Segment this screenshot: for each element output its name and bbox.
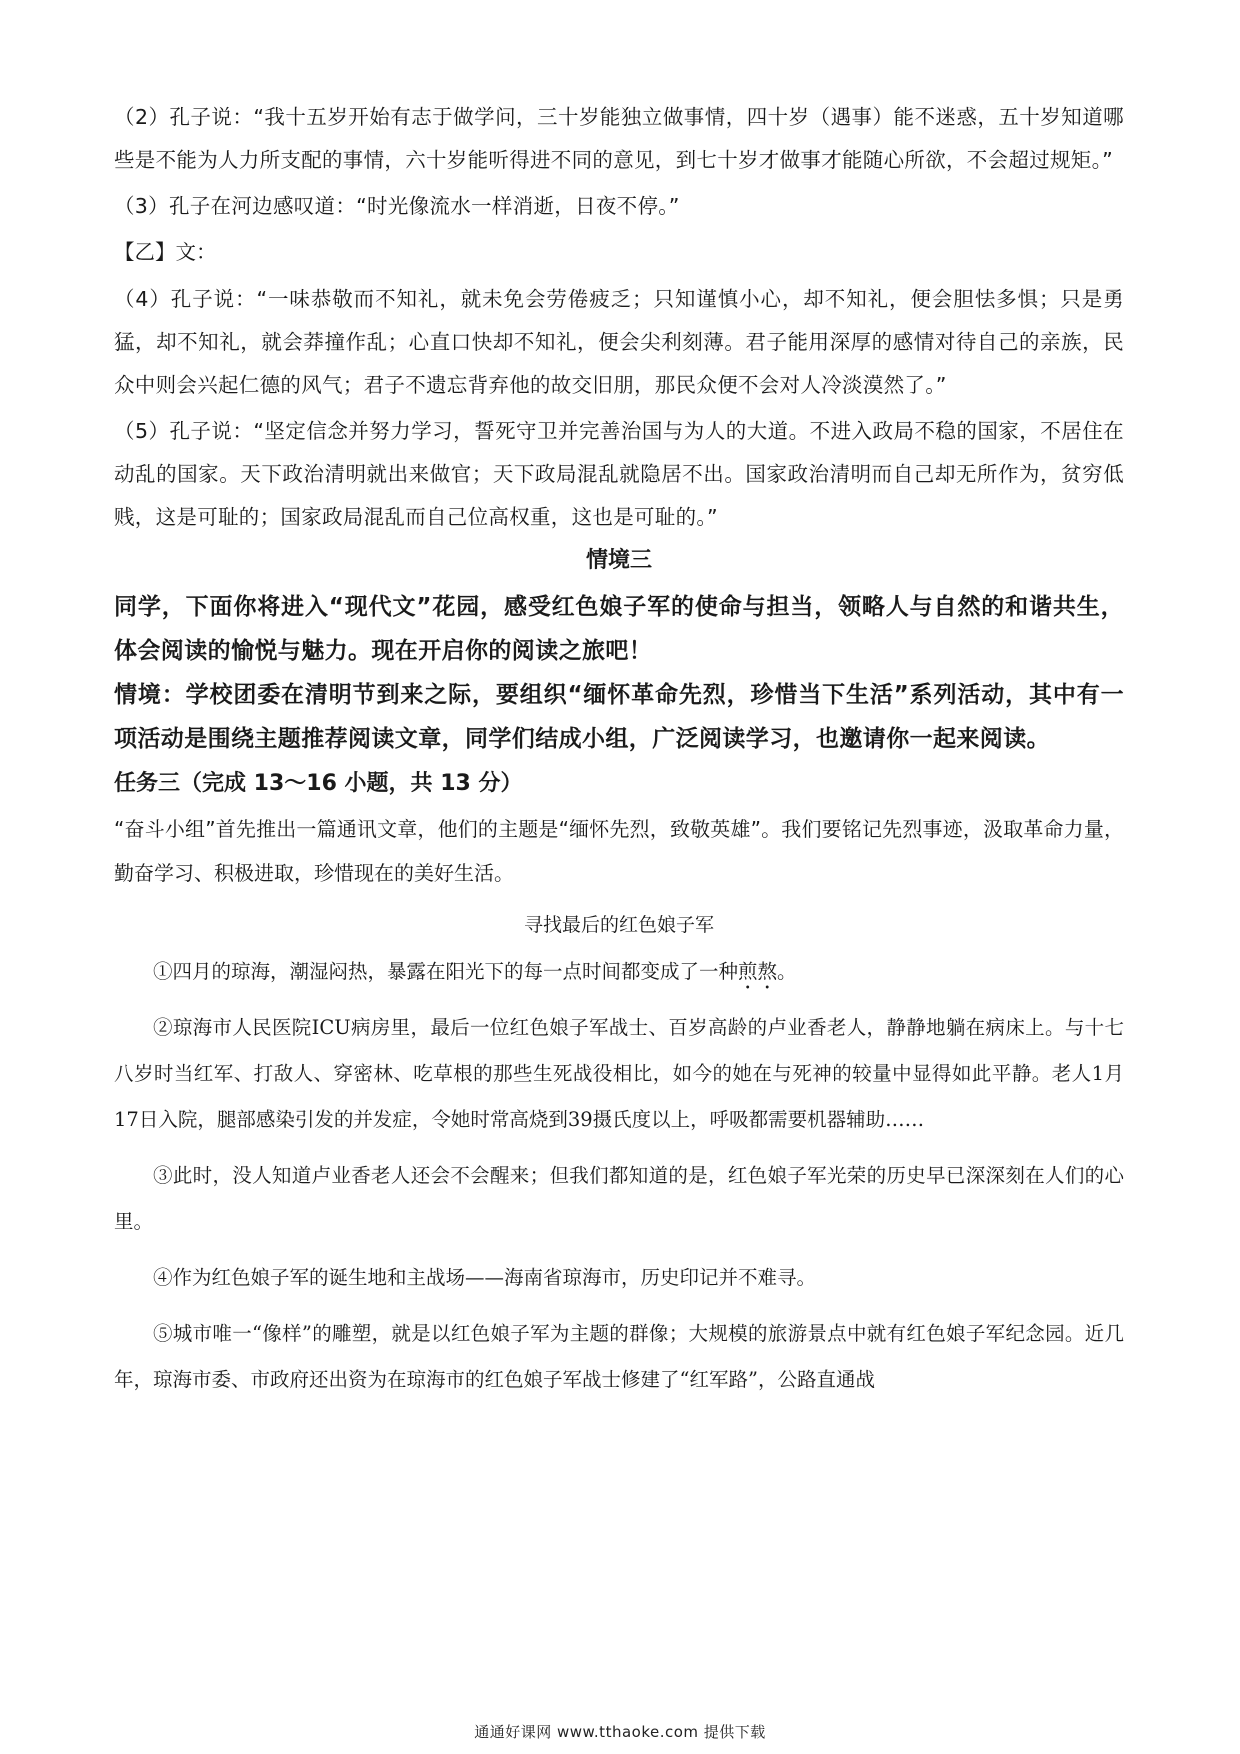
article-paragraph-2: ②琼海市人民医院ICU病房里，最后一位红色娘子军战士、百岁高龄的卢业香老人，静静地躺在病床上。与十七八岁时当红军、打敌人、穿密林、吃草根的那些生死战役相比，如今的她在与死神的较量中显得如此平静。老人1月17日入院，腿部感染引发的并发症，令她时常高烧到39摄氏度以上，呼吸都需要机器辅助……: [114, 1016, 1124, 1131]
document-page: [114, 96, 1124, 1413]
translation-paragraph-2: （2）孔子说：“我十五岁开始有志于做学问，三十岁能独立做事情，四十岁（遇事）能不迷惑，五十岁知道哪些是不能为人力所支配的事情，六十岁能听得进不同的意见，到七十岁才做事才能随心所欲，不会超过规矩。”: [114, 105, 1124, 172]
article-paragraph-4: ④作为红色娘子军的诞生地和主战场——海南省琼海市，历史印记并不难寻。: [153, 1266, 817, 1289]
article-paragraph-1-text: ①四月的琼海，潮湿闷热，暴露在阳光下的每一点时间都变成了一种: [153, 960, 739, 983]
page-footer: 通通好课网 www.tthaoke.com 提供下载: [474, 1723, 766, 1741]
yi-text-label: 【乙】文：: [114, 240, 217, 264]
article-paragraph-1: [114, 949, 1124, 995]
article-title: 寻找最后的红色娘子军: [523, 914, 714, 936]
section-title: 情境三: [585, 548, 652, 573]
task-title: 任务三（完成 13～16 小题，共 13 分）: [114, 771, 523, 796]
emphasized-word: 煎熬: [738, 960, 778, 983]
section-intro: 同学，下面你将进入“现代文”花园，感受红色娘子军的使命与担当，领略人与自然的和谐共生，体会阅读的愉悦与魅力。现在开启你的阅读之旅吧！: [114, 594, 1124, 664]
task-intro: “奋斗小组”首先推出一篇通讯文章，他们的主题是“缅怀先烈，致敬英雄”。我们要铭记先烈事迹，汲取革命力量，勤奋学习、积极进取，珍惜现在的美好生活。: [114, 817, 1124, 885]
article-paragraph-3: ③此时，没人知道卢业香老人还会不会醒来；但我们都知道的是，红色娘子军光荣的历史早已深深刻在人们的心里。: [114, 1164, 1124, 1233]
translation-paragraph-5: （5）孔子说：“坚定信念并努力学习，誓死守卫并完善治国与为人的大道。不进入政局不稳的国家，不居住在动乱的国家。天下政治清明就出来做官；天下政局混乱就隐居不出。国家政治清明而自己却无所作为，贫穷低贱，这是可耻的；国家政局混乱而自己位高权重，这也是可耻的。”: [114, 419, 1124, 529]
section-context: 情境：学校团委在清明节到来之际，要组织“缅怀革命先烈，珍惜当下生活”系列活动，其中有一项活动是围绕主题推荐阅读文章，同学们结成小组，广泛阅读学习，也邀请你一起来阅读。: [114, 682, 1124, 752]
article-paragraph-5: ⑤城市唯一“像样”的雕塑，就是以红色娘子军为主题的群像；大规模的旅游景点中就有红色娘子军纪念园。近几年，琼海市委、市政府还出资为在琼海市的红色娘子军战士修建了“红军路”，公路直通战: [114, 1322, 1124, 1391]
translation-paragraph-4: （4）孔子说：“一味恭敬而不知礼，就未免会劳倦疲乏；只知谨慎小心，却不知礼，便会胆怯多惧；只是勇猛，却不知礼，就会莽撞作乱；心直口快却不知礼，便会尖利刻薄。君子能用深厚的感情对待自己的亲族，民众中则会兴起仁德的风气；君子不遗忘背弃他的故交旧朋，那民众便不会对人冷淡漠然了。”: [114, 287, 1124, 397]
translation-paragraph-3: （3）孔子在河边感叹道：“时光像流水一样消逝，日夜不停。”: [114, 194, 680, 218]
article-paragraph-1-end: 。: [777, 960, 797, 983]
